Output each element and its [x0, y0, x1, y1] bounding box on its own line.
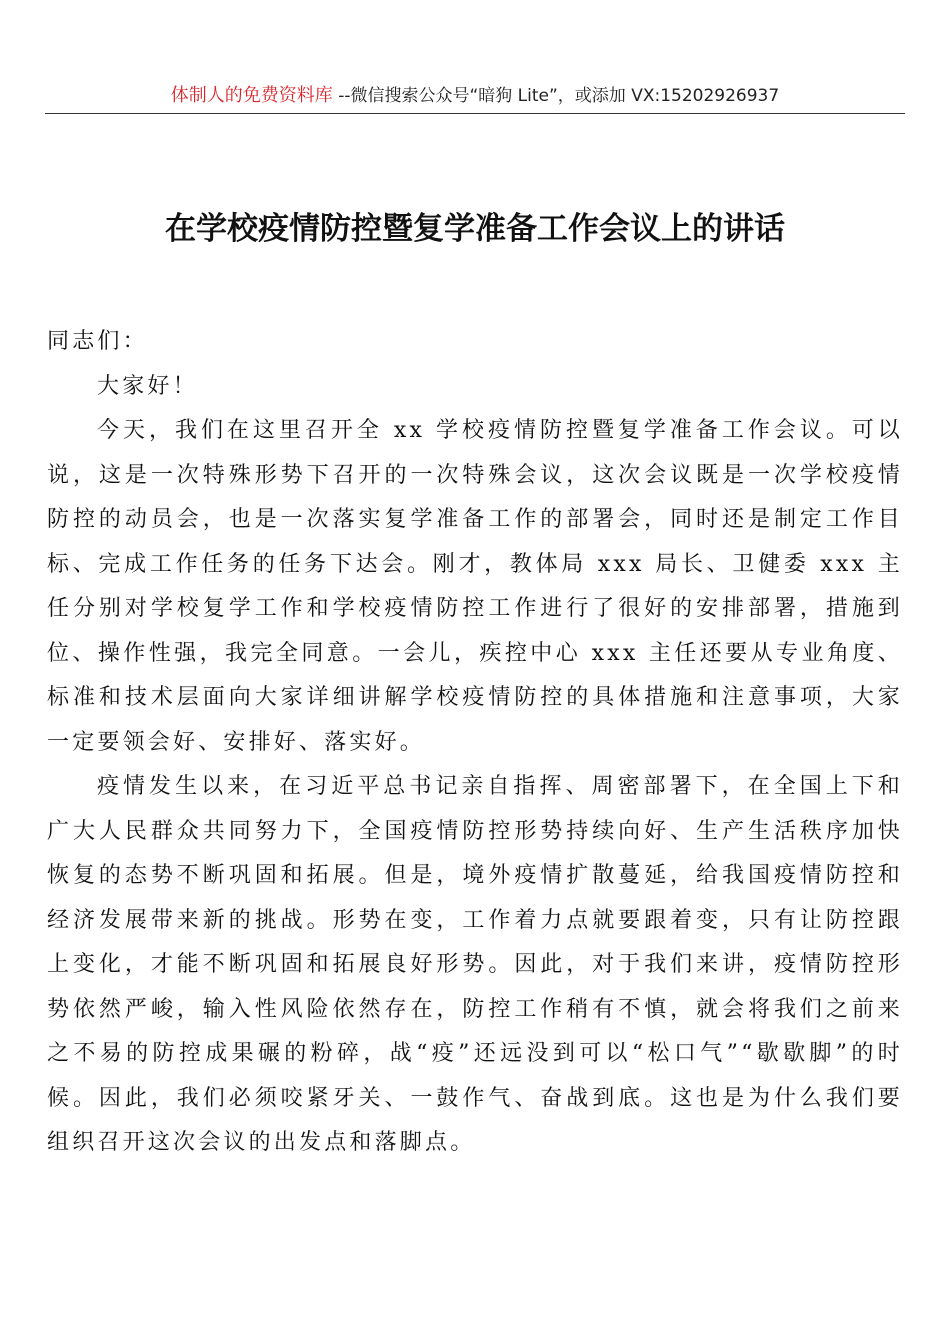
salutation: 同志们： [47, 329, 148, 354]
paragraph-greeting: 大家好！ [97, 373, 198, 399]
paragraph-meeting-intro: 今天，我们在这里召开全 xx 学校疫情防控暨复学准备工作会议。可以说，这是一次特殊形势下召开的一次特殊会议，这次会议既是一次学校疫情防控的动员会，也是一次落实复学准备工作的部署会，同时还是制定工作目标、完成工作任务的任务下达会。刚才，教体局 xxx 局长、卫健委 xxx 主任分别对学校复学工作和学校疫情防控工作进行了很好的安排部署，措施到位、操作性强，我完全同意。一会儿，疾控中心 xxx 主任还要从专业角度、标准和技术层面向大家详细讲解学校疫情防控的具体措施和注意事项，大家一定要领会好、安排好、落实好。 [47, 418, 903, 755]
page-header [0, 84, 950, 108]
header-brand: 体制人的免费资料库 [170, 85, 333, 106]
header-divider [45, 113, 905, 114]
document-body [47, 320, 903, 1166]
header-contact-note: --微信搜索公众号“暗狗 Lite”，或添加 VX:15202926937 [332, 86, 780, 106]
paragraph-epidemic-situation: 疫情发生以来，在习近平总书记亲自指挥、周密部署下，在全国上下和广大人民群众共同努力下，全国疫情防控形势持续向好、生产生活秩序加快恢复的态势不断巩固和拓展。但是，境外疫情扩散蔓延，给我国疫情防控和经济发展带来新的挑战。形势在变，工作着力点就要跟着变，只有让防控跟上变化，才能不断巩固和拓展良好形势。因此，对于我们来讲，疫情防控形势依然严峻，输入性风险依然存在，防控工作稍有不慎，就会将我们之前来之不易的防控成果碾的粉碎，战“疫”还远没到可以“松口气”“歇歇脚”的时候。因此，我们必须咬紧牙关、一鼓作气、奋战到底。这也是为什么我们要组织召开这次会议的出发点和落脚点。 [47, 774, 903, 1155]
document-title: 在学校疫情防控暨复学准备工作会议上的讲话 [165, 211, 785, 247]
